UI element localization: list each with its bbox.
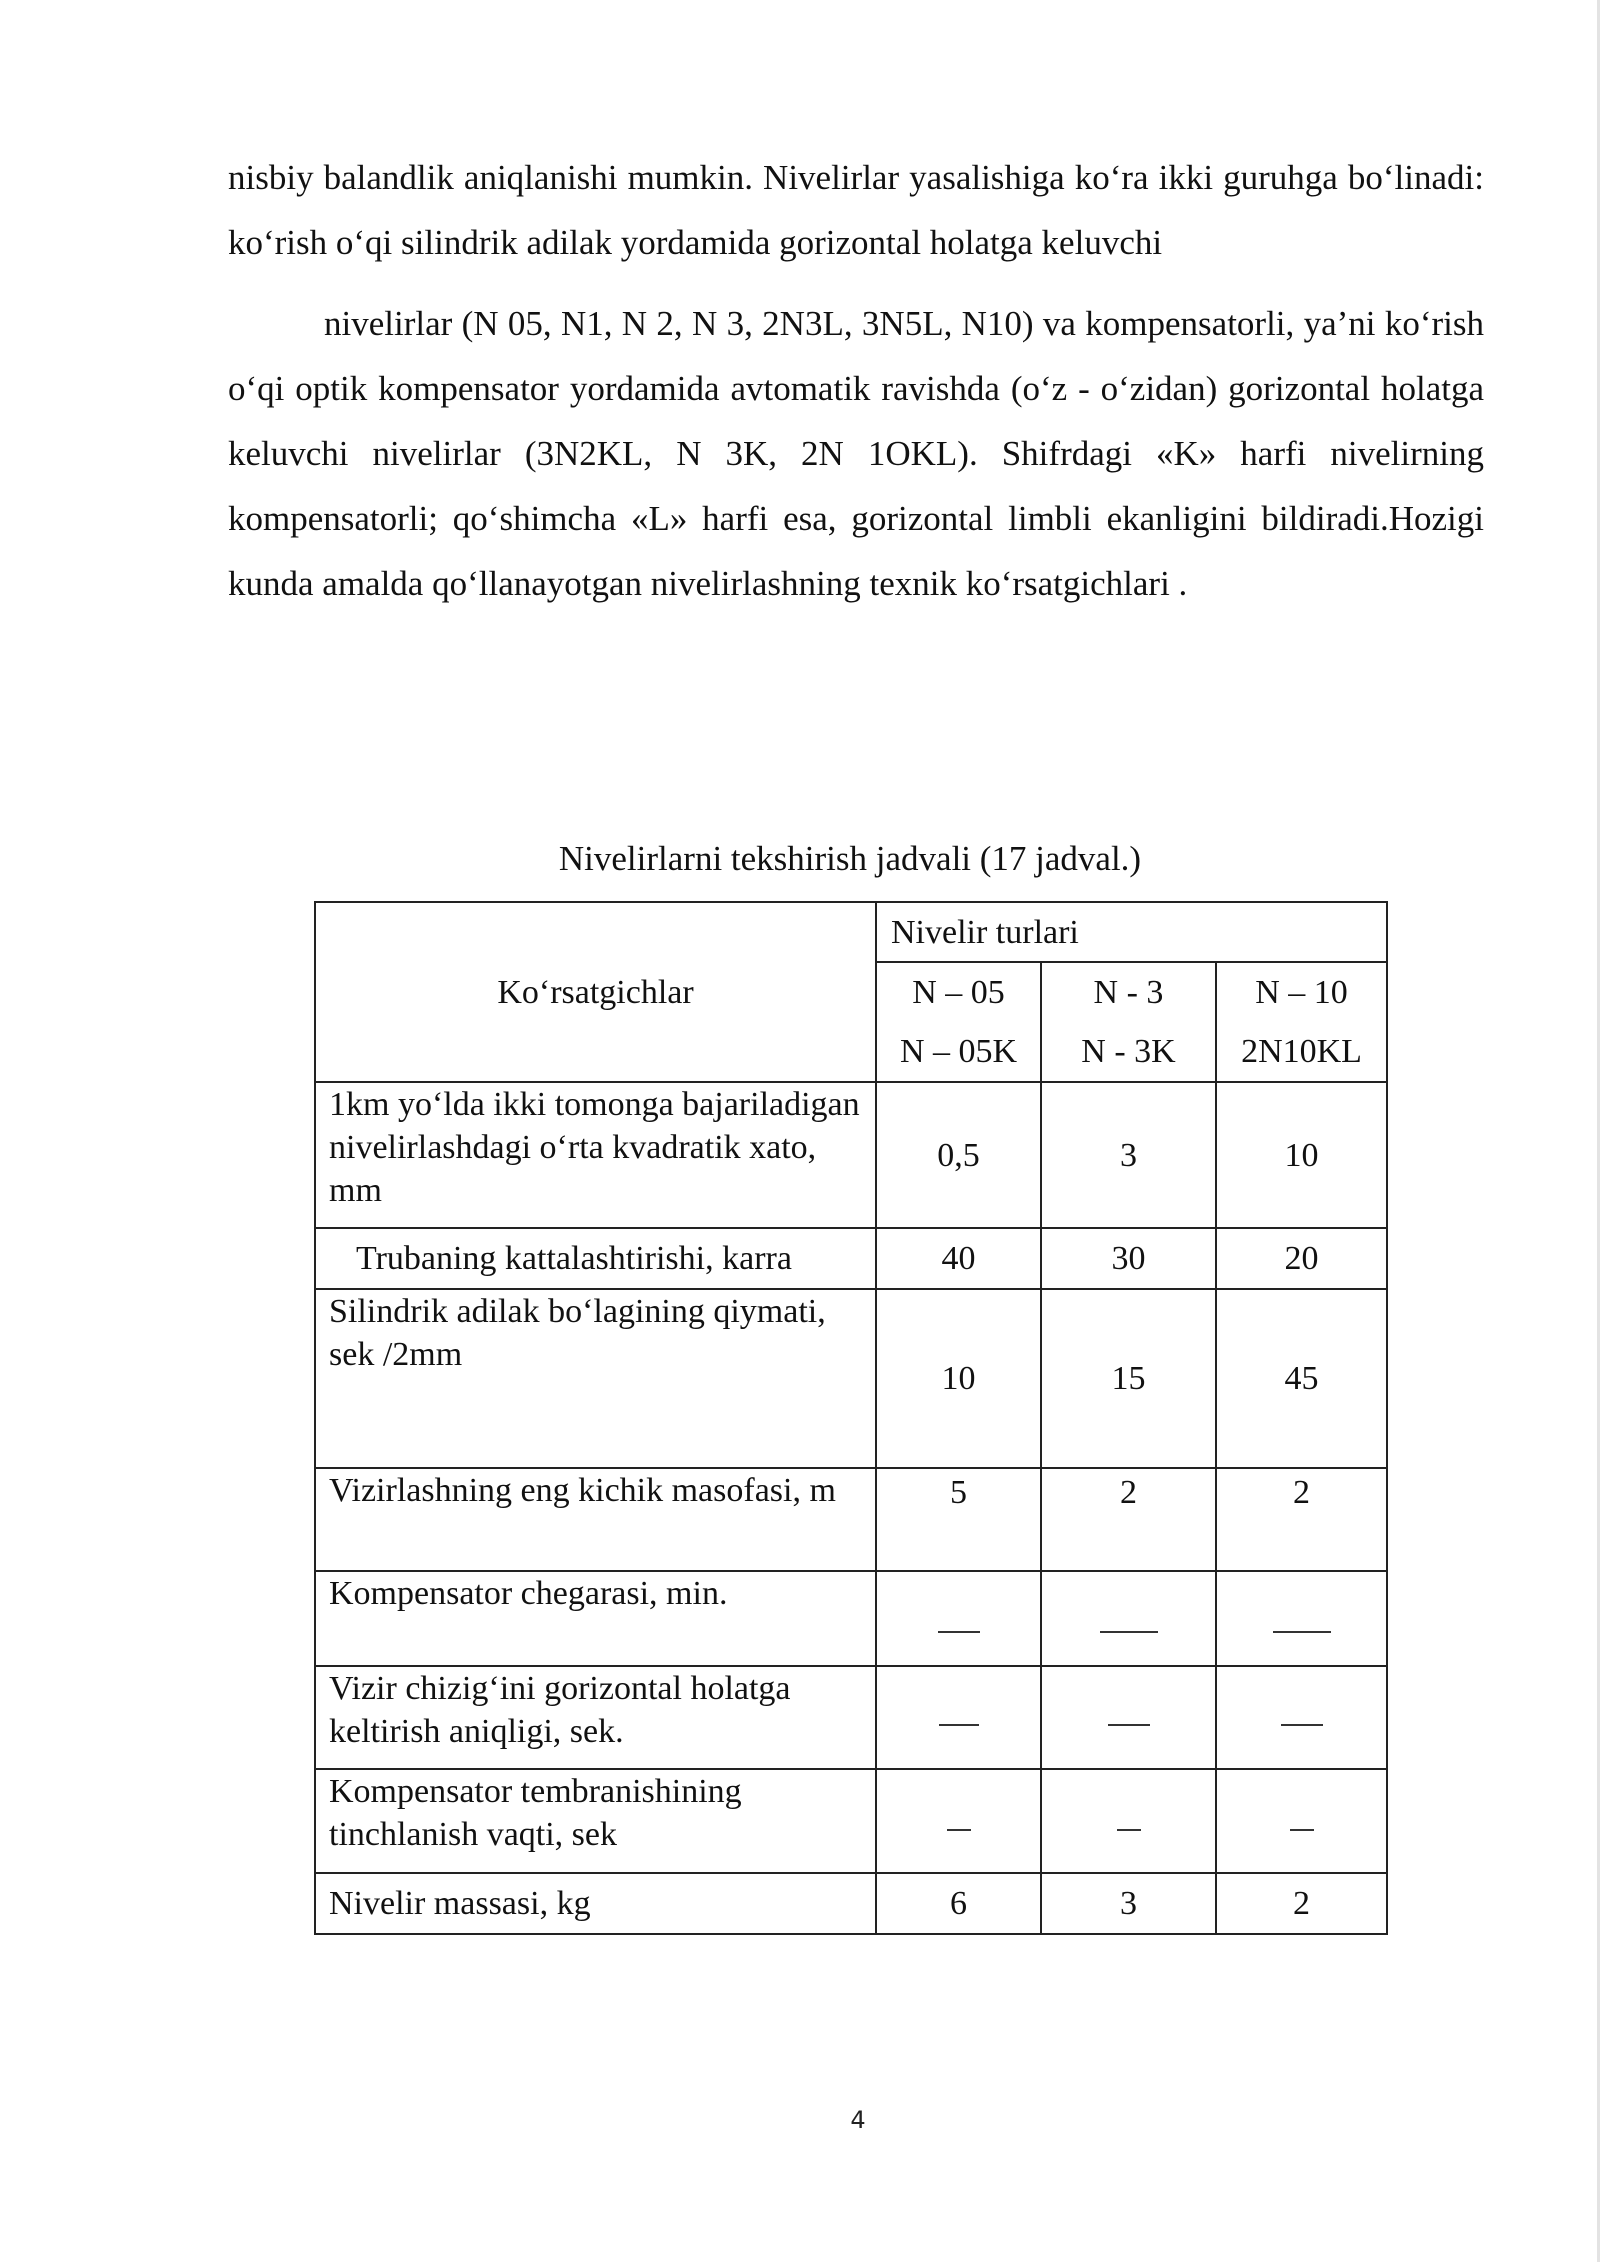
row-value: 2 — [1041, 1468, 1216, 1571]
dash-mark — [947, 1829, 971, 1831]
row-value: 3 — [1041, 1082, 1216, 1228]
body-text — [228, 145, 1484, 616]
paragraph-1: nisbiy balandlik aniqlanishi mumkin. Nivelirlar yasalishiga ko‘ra ikki guruhga bo‘linadi: ko‘rish o‘qi silindrik adilak yordamida gorizontal holatga keluvchi — [228, 158, 1484, 262]
model-2-line1: N - 3 — [1093, 974, 1164, 1011]
row-label: Trubaning kattalashtirishi, karra — [315, 1228, 876, 1289]
table-row — [315, 1769, 1387, 1873]
dash-cell — [1041, 1769, 1216, 1873]
dash-mark — [1290, 1829, 1314, 1831]
table-row — [315, 1228, 1387, 1289]
row-value: 6 — [876, 1873, 1041, 1934]
model-1-line2: N – 05K — [899, 1033, 1018, 1070]
dash-mark — [1117, 1829, 1141, 1831]
row-label: Silindrik adilak bo‘lagining qiymati, sek /2mm — [315, 1289, 876, 1468]
dash-mark — [1281, 1724, 1323, 1726]
dash-cell — [1041, 1666, 1216, 1769]
table-row — [315, 1289, 1387, 1468]
dash-mark — [939, 1724, 979, 1726]
row-value: 2 — [1216, 1873, 1387, 1934]
dash-cell — [876, 1571, 1041, 1666]
table-row — [315, 1571, 1387, 1666]
row-label: Nivelir massasi, kg — [315, 1873, 876, 1934]
table-row — [315, 1082, 1387, 1228]
row-value: 2 — [1216, 1468, 1387, 1571]
dash-cell — [876, 1769, 1041, 1873]
row-label: 1km yo‘lda ikki tomonga bajariladigan nivelirlashdagi o‘rta kvadratik xato, mm — [315, 1082, 876, 1228]
dash-cell — [1216, 1666, 1387, 1769]
row-label: Vizir chizig‘ini gorizontal holatga keltirish aniqligi, sek. — [315, 1666, 876, 1769]
table-row — [315, 1873, 1387, 1934]
paragraph-2: nivelirlar (N 05, N1, N 2, N 3, 2N3L, 3N5L, N10) va kompensatorli, ya’ni ko‘rish o‘qi optik kompensator yordamida avtomatik ravishda (o‘z - o‘zidan) gorizontal holatga keluvchi nivelirlar (3N2KL, N 3K, 2N 1OKL). Shifrdagi «K» harfi nivelirning kompensatorli; qo‘shimcha «L» harfi esa, gorizontal limbli ekanligini bildiradi.Hozigi kunda amalda qo‘llanayotgan nivelirlashning texnik ko‘rsatgichlari . — [228, 304, 1484, 603]
row-label: Kompensator tembranishining tinchlanish vaqti, sek — [315, 1769, 876, 1873]
nivelir-table — [314, 901, 1388, 1935]
row-value: 15 — [1041, 1289, 1216, 1468]
row-value: 10 — [876, 1289, 1041, 1468]
row-label: Vizirlashning eng kichik masofasi, m — [315, 1468, 876, 1571]
table-row — [315, 1468, 1387, 1571]
row-value: 5 — [876, 1468, 1041, 1571]
model-3-line2: 2N10KL — [1241, 1033, 1362, 1070]
row-label: Kompensator chegarasi, min. — [315, 1571, 876, 1666]
header-model-2 — [1041, 962, 1216, 1082]
model-2-line2: N - 3K — [1081, 1033, 1176, 1070]
dash-mark — [938, 1631, 980, 1633]
row-value: 10 — [1216, 1082, 1387, 1228]
model-3-line1: N – 10 — [1255, 974, 1348, 1011]
table-caption: Nivelirlarni tekshirish jadvali (17 jadval.) — [558, 839, 1142, 878]
header-nivelir-types: Nivelir turlari — [876, 902, 1387, 962]
dash-cell — [1216, 1571, 1387, 1666]
dash-cell — [876, 1666, 1041, 1769]
page-number: 4 — [850, 2106, 866, 2134]
row-value: 3 — [1041, 1873, 1216, 1934]
dash-cell — [1041, 1571, 1216, 1666]
dash-mark — [1273, 1631, 1331, 1633]
row-value: 0,5 — [876, 1082, 1041, 1228]
header-indicators: Ko‘rsatgichlar — [315, 902, 876, 1082]
dash-mark — [1108, 1724, 1150, 1726]
dash-cell — [1216, 1769, 1387, 1873]
row-value: 30 — [1041, 1228, 1216, 1289]
table-row — [315, 1666, 1387, 1769]
row-value: 20 — [1216, 1228, 1387, 1289]
header-model-1 — [876, 962, 1041, 1082]
row-value: 40 — [876, 1228, 1041, 1289]
dash-mark — [1100, 1631, 1158, 1633]
header-model-3 — [1216, 962, 1387, 1082]
model-1-line1: N – 05 — [912, 974, 1005, 1011]
row-value: 45 — [1216, 1289, 1387, 1468]
